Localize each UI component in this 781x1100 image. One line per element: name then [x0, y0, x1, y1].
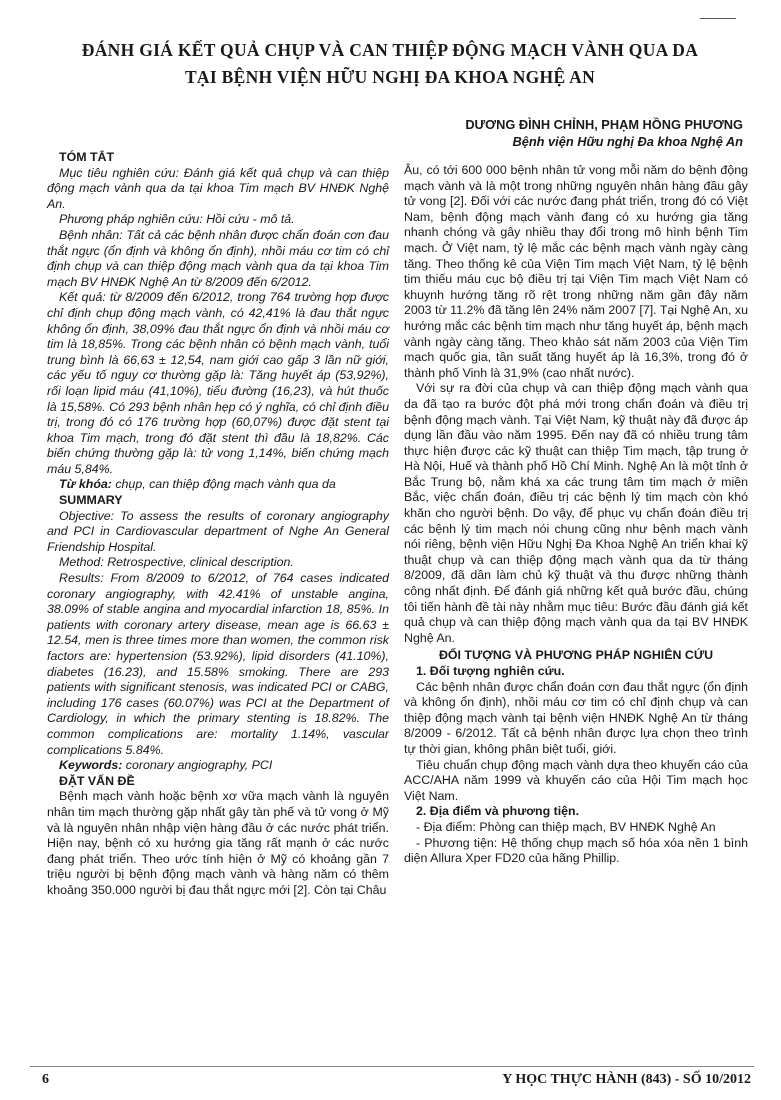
- author-block: [465, 116, 743, 150]
- article-title-line2: TẠI BỆNH VIỆN HỮU NGHỊ ĐA KHOA NGHỆ AN: [184, 67, 596, 87]
- keywords-en-label: Keywords:: [59, 758, 123, 773]
- abstract-heading-vi: TÓM TẮT: [59, 150, 115, 164]
- abstract-method-en: Method: Retrospective, clinical description.: [59, 555, 294, 570]
- affiliation: Bệnh viện Hữu nghị Đa khoa Nghệ An: [512, 134, 743, 149]
- subsection-subjects: 1. Đối tượng nghiên cứu.: [416, 664, 565, 678]
- abstract-results-en: Results: From 8/2009 to 6/2012, of 764 cases indicated coronary angiography, with 42.41% of unstable angina, 38.09% of stable angina and myocardial infarction 18, 85%. In patients with coronary artery disease, mean age is 66.63 ± 12.54, men is three times more than women, the common risk factors are: hypertension (53.92%), lipid disorders (41.10%), diabetes (16.23), and 15.58% smoking. There are 293 patients with significant stenosis, was indicated PCI or CABG, including 176 cases (60.07%) was PCI at the Department of Cardiology, in which the primary stenting is 18.82%. The common complications are: mortality 1.14%, vascular complications 5.84%.: [47, 571, 389, 757]
- page-number: 6: [42, 1072, 49, 1087]
- equipment-paragraph: - Phương tiện: Hệ thống chụp mạch số hóa xóa nền 1 bình diện Allura Xper FD20 của hãng Phillip.: [404, 835, 748, 866]
- methods-heading: ĐỐI TƯỢNG VÀ PHƯƠNG PHÁP NGHIÊN CỨU: [438, 648, 714, 663]
- subjects-paragraph: Các bệnh nhân được chẩn đoán cơn đau thắt ngực (ổn định và không ổn định), nhồi máu cơ tim có chỉ định chụp và can thiệp động mạch vành tại bệnh viện HNĐK Nghệ An từ tháng 8/2009 - 6/2012. Tất cả bệnh nhân được lựa chọn theo trình tự thời gian, không phân biệt tuổi, giới.: [404, 679, 748, 756]
- location-paragraph: - Địa điểm: Phòng can thiệp mạch, BV HNĐK Nghệ An: [416, 819, 716, 834]
- keywords-en: [47, 758, 389, 774]
- abstract-objective-vi: Mục tiêu nghiên cứu: Đánh giá kết quả chụp và can thiệp động mạch vành qua da tại khoa Tim mạch BV HNĐK Nghệ An.: [47, 165, 389, 211]
- footer-rule: [30, 1066, 754, 1067]
- subsection-location: 2. Địa điểm và phương tiện.: [416, 804, 580, 819]
- abstract-patients-vi: Bệnh nhân: Tất cả các bệnh nhân được chẩn đoán cơn đau thắt ngực (ổn định và không ổn định), nhồi máu cơ tim có chỉ định chụp và can thiệp động mạch vành qua da tại khoa Tim mạch BV HNĐK Nghệ An từ 8/2009 đến 6/2012.: [47, 227, 389, 289]
- left-column: [47, 150, 389, 899]
- introduction-continued: Âu, có tới 600 000 bệnh nhân tử vong mỗi năm do bệnh động mạch vành và là một trong những nguyên nhân hàng đầu gây tử vong [2]. Đối với các nước đang phát triển, trong đó có Việt Nam, bệnh động mạch vành đang có xu hướng gia tăng nhanh chóng và gây nhiều thay đổi trong mô hình bệnh Tim mạch. Ở Việt nam, tỷ lệ mắc các bệnh mạch vành ngày càng tăng. Theo thống kê của Viện Tim mạch Việt Nam, tỷ lệ bệnh tim thiếu máu cục bộ điều trị tại Viện Tim mạch Việt Nam có khuynh hướng tăng rõ rệt trong những năm gần đây năm 2003 từ 11.2% đã tăng lên 24% năm 2007 [7]. Tại Nghệ An, xu hướng mắc các bệnh tim mạch như tăng huyết áp, bệnh mạch vành ngày càng tăng. Theo khảo sát năm 2003 của Viện Tim mạch quốc gia, tần suất tăng huyết áp là 16,3%, trong đó ở thành phố Vinh là 31,9% (cao nhất nước).: [404, 163, 748, 380]
- author-names: DƯƠNG ĐÌNH CHỈNH, PHẠM HỒNG PHƯƠNG: [465, 117, 743, 132]
- abstract-heading-en: SUMMARY: [59, 493, 123, 508]
- introduction-heading: ĐẶT VẤN ĐỀ: [59, 773, 135, 788]
- criteria-paragraph: Tiêu chuẩn chụp động mạch vành dựa theo khuyến cáo của ACC/AHA năm 1999 và khuyến cáo của Hội Tim mạch học Việt Nam.: [404, 757, 748, 803]
- keywords-vi: [47, 477, 389, 493]
- keywords-vi-text: chụp, can thiệp động mạch vành qua da: [111, 477, 336, 492]
- introduction-paragraph-1: Bệnh mạch vành hoặc bệnh xơ vữa mạch vành là nguyên nhân tim mạch thường gặp nhất gây tàn phế và tử vong ở Mỹ và là nguyên nhân nhập viện hàng đầu ở các nước phát triển. Hiện nay, bệnh có xu hướng gia tăng rất mạnh ở các nước đang phát triển. Theo ước tính hiện ở Mỹ có khoảng gần 7 triệu người bị bệnh động mạch vành và hàng năm có thêm khoảng 350.000 người bị đau thắt ngực mới [2]. Còn tại Châu: [47, 789, 389, 897]
- abstract-objective-en: Objective: To assess the results of coronary angiography and PCI in Cardiovascular department of Nghe An General Friendship Hospital.: [47, 508, 389, 554]
- journal-footer: Y HỌC THỰC HÀNH (843) - SỐ 10/2012: [502, 1072, 751, 1087]
- keywords-en-text: coronary angiography, PCI: [122, 758, 273, 773]
- right-column: [404, 163, 748, 867]
- abstract-method-vi: Phương pháp nghiên cứu: Hồi cứu - mô tả.: [59, 212, 295, 227]
- article-title-line1: ĐÁNH GIÁ KẾT QUẢ CHỤP VÀ CAN THIỆP ĐỘNG MẠCH VÀNH QUA DA: [81, 40, 699, 60]
- keywords-vi-label: Từ khóa:: [59, 477, 112, 492]
- introduction-paragraph-2: Với sự ra đời của chụp và can thiệp động mạch vành qua da đã tạo ra bước đột phá mới trong chẩn đoán và điều trị bệnh động mạch vành. Tại Việt Nam, kỹ thuật này đã được áp dụng lần đầu vào năm 1995. Đến nay đã có nhiều trung tâm thực hiện được các kỹ thuật can thiệp Tim mạch, tập trung ở Hà Nội, Huế và thành phố Hồ Chí Minh. Nghệ An là một tỉnh ở Bắc Trung bộ, nằm khá xa các trung tâm tim mạch ở miền Bắc, việc chẩn đoán, điều trị các bệnh lý tim mạch còn khó khăn cho người bệnh. Do vậy, để phục vụ chẩn đoán điều trị các bệnh lý tim mạch nói chung cũng như bệnh mạch vành nói riêng, bệnh viện Hữu Nghị Đa Khoa Nghệ An triển khai kỹ thuật chụp và can thiệp động mạch vành qua da từ tháng 8/2009, đã dần làm chủ kỹ thuật và thu được những thành công nhất định. Để đánh giá những kết quả bước đầu, chúng tôi tiến hành đề tài này nhằm mục tiêu: Bước đầu đánh giá kết quả chụp và can thiệp động mạch vành qua da tại BV HNĐK Nghệ An.: [404, 381, 748, 645]
- abstract-results-vi: Kết quả: từ 8/2009 đến 6/2012, trong 764 trường hợp được chỉ định chụp động mạch vành, có 42,41% là đau thắt ngực không ổn định, 38,09% đau thắt ngực ổn định và nhồi máu cơ tim là 18,85%. Trong các bệnh nhân có bệnh mạch vành, tuổi trung bình là 66,63 ± 12,54, nam giới cao gấp 3 lần nữ giới, các yếu tố nguy cơ thường gặp là: Tăng huyết áp (53,92%), rối loạn lipid máu (41,10%), tiểu đường (16,23), và hút thuốc là 15,58%. Có 293 bệnh nhân hẹp có ý nghĩa, có chỉ định điều trị, trong đó có 176 trường hợp (60,07%) được đặt stent tại khoa Tim mạch, trong đó đặt stent thì đầu là 18,82%. Các biến chứng thường gặp là: tử vong 1,14%, biến chứng mạch máu 5,84%.: [47, 290, 389, 476]
- top-rule: [700, 18, 736, 19]
